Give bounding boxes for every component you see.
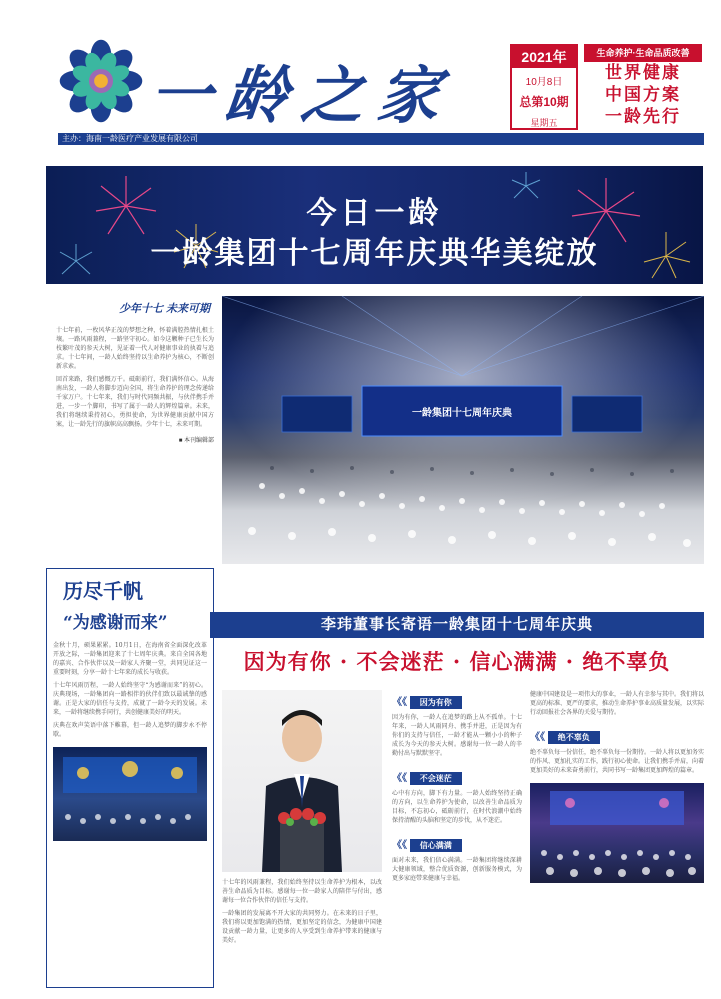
banner-subtitle: 一龄集团十七周年庆典华美绽放	[150, 237, 599, 270]
chairman-column-c	[530, 690, 704, 883]
audience-stage-icon	[530, 783, 704, 883]
event-photo	[53, 747, 207, 841]
article-title-line1: 历尽千帆	[63, 579, 143, 603]
slogan-top: 生命养护·生命品质改善	[584, 44, 702, 62]
section-title: 信心满满	[410, 839, 462, 852]
chevron-icon: 《《	[530, 732, 548, 743]
host-bar	[58, 133, 704, 145]
ceremony-hall-icon	[222, 296, 704, 564]
section-header	[392, 766, 522, 789]
section-text: 健康中国建设是一项伟大的事业，一龄人有幸参与其中。我们将以更高的标准、更严的要求，推动生命养护事业高质量发展，以实际行动回报社会各界的关爱与期待。	[530, 691, 705, 716]
section-header	[530, 725, 704, 748]
chairman-headline: 因为有你 · 不会迷茫 · 信心满满 · 绝不辜负	[243, 649, 671, 674]
chairman-photo-caption	[222, 878, 382, 945]
section-header	[392, 833, 522, 856]
section-text: 心中有方向，脚下有力量。一龄人始终坚持正确的方向，以生命养护为使命，以改善生命品质为目标，不忘初心，砥砺前行，在时代浪潮中始终保持清醒的头脑和坚定的步伐，从不迷茫。	[392, 790, 522, 824]
slogan-line: 一龄先行	[605, 107, 681, 126]
chevron-icon: 《《	[392, 697, 410, 708]
issue-year: 2021年	[512, 46, 576, 68]
slogan-line: 世界健康	[605, 63, 681, 82]
ceremony-photo	[222, 296, 704, 564]
caption-text: 十七年的风雨兼程，我们始终坚持以生命养护为根本，以改善生命品质为目标。感谢每一位一龄家人的陪伴与付出，感谢每一位合作伙伴的信任与支持。	[222, 879, 382, 904]
issue-number: 总第10期	[519, 95, 569, 109]
article-paragraph: 回首来路，我们感慨万千。砥砺前行，我们满怀信心。从海南出发，一龄人将脚步迈向全国，将生命养护的理念传递给千家万户。十七年来，我们与时代同频共振，与伙伴携手并进，一步一个脚印，书写了属于一龄人的辉煌篇章。未来，我们将继续秉持初心，勇担使命，为世界健康贡献中国方案，让一龄先行的旗帜高高飘扬。少年十七，未来可期。	[56, 376, 214, 428]
audience-photo	[530, 783, 704, 883]
left-top-article	[56, 300, 214, 562]
article-paragraph: 十七年前，一枚风华正茂的梦想之种，怀着满腔热情扎根土壤。一路风雨兼程，一路坚守初心。如今这颗种子已生长为枝繁叶茂的参天大树，见证着一代人对健康事业的执着与追求。十七年间，一龄人始终坚持以生命养护为核心，不断创新求索。	[56, 327, 214, 370]
section-text: 绝不辜负每一份信任，绝不辜负每一份期待。一龄人将以更加务实的作风、更加扎实的工作，践行初心使命。让我们携手并肩，向着更加美好的未来奋勇前行，共同书写一龄集团更加辉煌的篇章。	[530, 749, 705, 774]
masthead	[0, 0, 721, 143]
host-text: 主办：海南一龄医疗产业发展有限公司	[62, 134, 198, 143]
slogan-line: 中国方案	[605, 85, 681, 104]
section-text: 因为有你，一龄人在追梦的路上从不孤单。十七年来，一龄人风雨同舟、携手并进，正是因为有你们的支持与信任，一龄才能从一颗小小的种子成长为今天的参天大树。感谢每一位一龄人的辛勤付出与默默坚守。	[392, 714, 522, 757]
issue-month-day: 10月8日	[525, 77, 563, 88]
article-byline: ■ 本刊编辑部	[178, 438, 214, 444]
issue-date-box	[510, 44, 578, 130]
article-title-line2: “为感谢而来”	[63, 613, 168, 633]
stage-screen-text: 一龄集团十七周年庆典	[412, 408, 512, 419]
section-title: 不会迷茫	[410, 772, 462, 785]
article-heading: 少年十七 未来可期	[118, 303, 210, 315]
slogan-box	[584, 44, 702, 130]
section-title: 因为有你	[410, 696, 462, 709]
chevron-icon: 《《	[392, 840, 410, 851]
headline-banner	[46, 166, 703, 284]
chairman-column-b	[392, 690, 522, 891]
event-stage-icon	[53, 747, 207, 841]
section-title: 绝不辜负	[548, 731, 600, 744]
banner-title: 今日一龄	[306, 197, 443, 230]
body-text: 一龄集团的发展离不开大家的共同努力。在未来的日子里，我们将以更加饱满的热情，更加坚定的信念，为健康中国建设贡献一龄力量，让更多的人享受到生命养护带来的健康与美好。	[222, 910, 382, 944]
speaker-portrait-icon	[222, 690, 382, 872]
article-paragraph: 金秋十月，硕果累累。10月1日，在海南省全面深化改革开放之际，一龄集团迎来了十七周年庆典。来自全国各地的嘉宾、合作伙伴以及一龄家人齐聚一堂，共同见证这一重要时刻，分享一龄十七年来的成长与收获。	[53, 642, 207, 676]
chairman-section-banner	[210, 612, 704, 638]
article-paragraph: 庆典在欢声笑语中落下帷幕，但一龄人追梦的脚步永不停歇。	[53, 722, 207, 738]
newspaper-title-text: 一龄之家	[145, 59, 458, 132]
issue-weekday: 星期五	[530, 118, 558, 128]
company-logo-icon	[58, 38, 144, 124]
chevron-icon: 《《	[392, 773, 410, 784]
chairman-photo	[222, 690, 382, 872]
newspaper-title	[140, 44, 504, 130]
article-paragraph: 十七年风雨历程，一龄人始终坚守“为感谢而来”的初心。庆典现场，一龄集团向一路相伴的伙伴们致以最诚挚的感谢。正是大家的信任与支持，成就了一龄今天的发展。未来，一龄将继续携手同行，共创健康美好的明天。	[53, 682, 207, 716]
section-text: 面对未来，我们信心满满。一龄集团将继续深耕大健康领域，整合优质资源，创新服务模式，为更多家庭带来健康与幸福。	[392, 857, 522, 882]
left-bottom-article	[46, 568, 214, 988]
section-header	[392, 690, 522, 713]
chairman-section-title: 李玮董事长寄语一龄集团十七周年庆典	[320, 616, 593, 633]
